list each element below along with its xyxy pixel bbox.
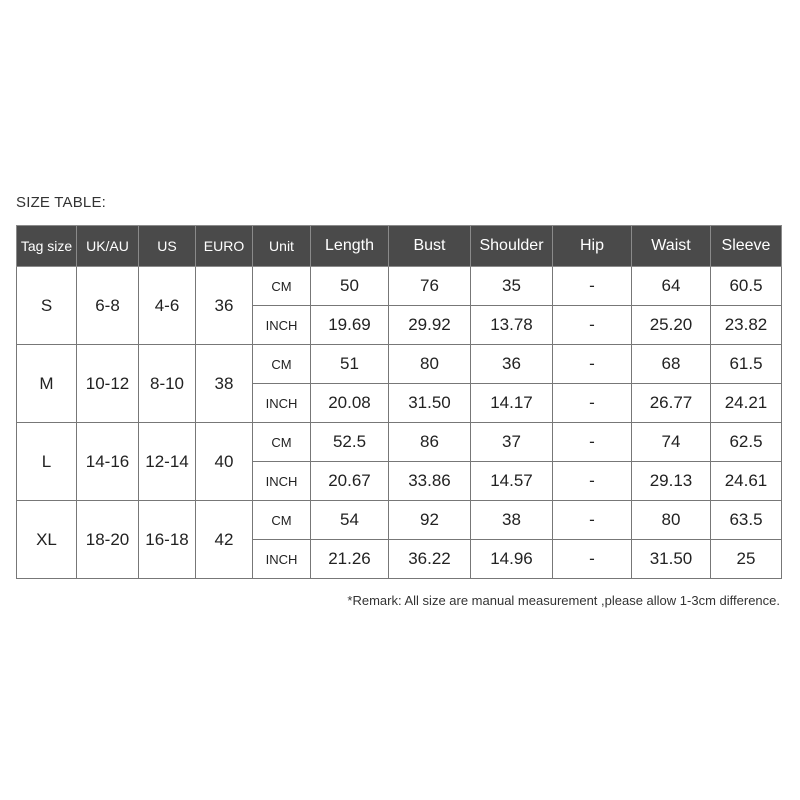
sleeve-cell: 62.5 bbox=[711, 423, 782, 462]
bust-cell: 76 bbox=[389, 267, 471, 306]
length-cell: 51 bbox=[311, 345, 389, 384]
header-bust: Bust bbox=[389, 226, 471, 267]
unit-cell: INCH bbox=[253, 540, 311, 579]
table-header-row bbox=[17, 226, 782, 267]
sleeve-cell: 25 bbox=[711, 540, 782, 579]
shoulder-cell: 37 bbox=[471, 423, 553, 462]
remark-note: *Remark: All size are manual measurement ,please allow 1-3cm difference. bbox=[347, 593, 780, 608]
bust-cell: 33.86 bbox=[389, 462, 471, 501]
bust-cell: 31.50 bbox=[389, 384, 471, 423]
us-cell: 8-10 bbox=[139, 345, 196, 423]
shoulder-cell: 13.78 bbox=[471, 306, 553, 345]
header-us: US bbox=[139, 226, 196, 267]
tag-size-cell: XL bbox=[17, 501, 77, 579]
unit-cell: INCH bbox=[253, 384, 311, 423]
unit-cell: INCH bbox=[253, 462, 311, 501]
length-cell: 54 bbox=[311, 501, 389, 540]
tag-size-cell: M bbox=[17, 345, 77, 423]
sleeve-cell: 24.21 bbox=[711, 384, 782, 423]
length-cell: 20.67 bbox=[311, 462, 389, 501]
uk-au-cell: 14-16 bbox=[77, 423, 139, 501]
us-cell: 4-6 bbox=[139, 267, 196, 345]
sleeve-cell: 61.5 bbox=[711, 345, 782, 384]
hip-cell: - bbox=[553, 462, 632, 501]
table-row bbox=[17, 267, 782, 306]
header-unit: Unit bbox=[253, 226, 311, 267]
sleeve-cell: 24.61 bbox=[711, 462, 782, 501]
unit-cell: CM bbox=[253, 423, 311, 462]
waist-cell: 80 bbox=[632, 501, 711, 540]
length-cell: 52.5 bbox=[311, 423, 389, 462]
waist-cell: 26.77 bbox=[632, 384, 711, 423]
sleeve-cell: 60.5 bbox=[711, 267, 782, 306]
euro-cell: 42 bbox=[196, 501, 253, 579]
length-cell: 21.26 bbox=[311, 540, 389, 579]
uk-au-cell: 10-12 bbox=[77, 345, 139, 423]
page-title: SIZE TABLE: bbox=[16, 194, 107, 211]
unit-cell: INCH bbox=[253, 306, 311, 345]
size-table bbox=[16, 225, 782, 579]
waist-cell: 68 bbox=[632, 345, 711, 384]
hip-cell: - bbox=[553, 384, 632, 423]
bust-cell: 86 bbox=[389, 423, 471, 462]
euro-cell: 40 bbox=[196, 423, 253, 501]
header-uk-au: UK/AU bbox=[77, 226, 139, 267]
tag-size-cell: L bbox=[17, 423, 77, 501]
shoulder-cell: 38 bbox=[471, 501, 553, 540]
hip-cell: - bbox=[553, 540, 632, 579]
tag-size-cell: S bbox=[17, 267, 77, 345]
bust-cell: 36.22 bbox=[389, 540, 471, 579]
shoulder-cell: 14.96 bbox=[471, 540, 553, 579]
table-row bbox=[17, 423, 782, 462]
table-row bbox=[17, 345, 782, 384]
waist-cell: 29.13 bbox=[632, 462, 711, 501]
hip-cell: - bbox=[553, 345, 632, 384]
hip-cell: - bbox=[553, 423, 632, 462]
waist-cell: 31.50 bbox=[632, 540, 711, 579]
waist-cell: 25.20 bbox=[632, 306, 711, 345]
unit-cell: CM bbox=[253, 501, 311, 540]
header-hip: Hip bbox=[553, 226, 632, 267]
shoulder-cell: 14.17 bbox=[471, 384, 553, 423]
hip-cell: - bbox=[553, 306, 632, 345]
uk-au-cell: 6-8 bbox=[77, 267, 139, 345]
sleeve-cell: 63.5 bbox=[711, 501, 782, 540]
header-waist: Waist bbox=[632, 226, 711, 267]
length-cell: 19.69 bbox=[311, 306, 389, 345]
bust-cell: 92 bbox=[389, 501, 471, 540]
euro-cell: 38 bbox=[196, 345, 253, 423]
length-cell: 50 bbox=[311, 267, 389, 306]
unit-cell: CM bbox=[253, 267, 311, 306]
bust-cell: 80 bbox=[389, 345, 471, 384]
hip-cell: - bbox=[553, 267, 632, 306]
waist-cell: 74 bbox=[632, 423, 711, 462]
header-shoulder: Shoulder bbox=[471, 226, 553, 267]
header-euro: EURO bbox=[196, 226, 253, 267]
header-sleeve: Sleeve bbox=[711, 226, 782, 267]
shoulder-cell: 36 bbox=[471, 345, 553, 384]
uk-au-cell: 18-20 bbox=[77, 501, 139, 579]
header-tag-size: Tag size bbox=[17, 226, 77, 267]
length-cell: 20.08 bbox=[311, 384, 389, 423]
sleeve-cell: 23.82 bbox=[711, 306, 782, 345]
table-row bbox=[17, 501, 782, 540]
shoulder-cell: 14.57 bbox=[471, 462, 553, 501]
bust-cell: 29.92 bbox=[389, 306, 471, 345]
header-length: Length bbox=[311, 226, 389, 267]
waist-cell: 64 bbox=[632, 267, 711, 306]
euro-cell: 36 bbox=[196, 267, 253, 345]
us-cell: 16-18 bbox=[139, 501, 196, 579]
shoulder-cell: 35 bbox=[471, 267, 553, 306]
hip-cell: - bbox=[553, 501, 632, 540]
us-cell: 12-14 bbox=[139, 423, 196, 501]
unit-cell: CM bbox=[253, 345, 311, 384]
